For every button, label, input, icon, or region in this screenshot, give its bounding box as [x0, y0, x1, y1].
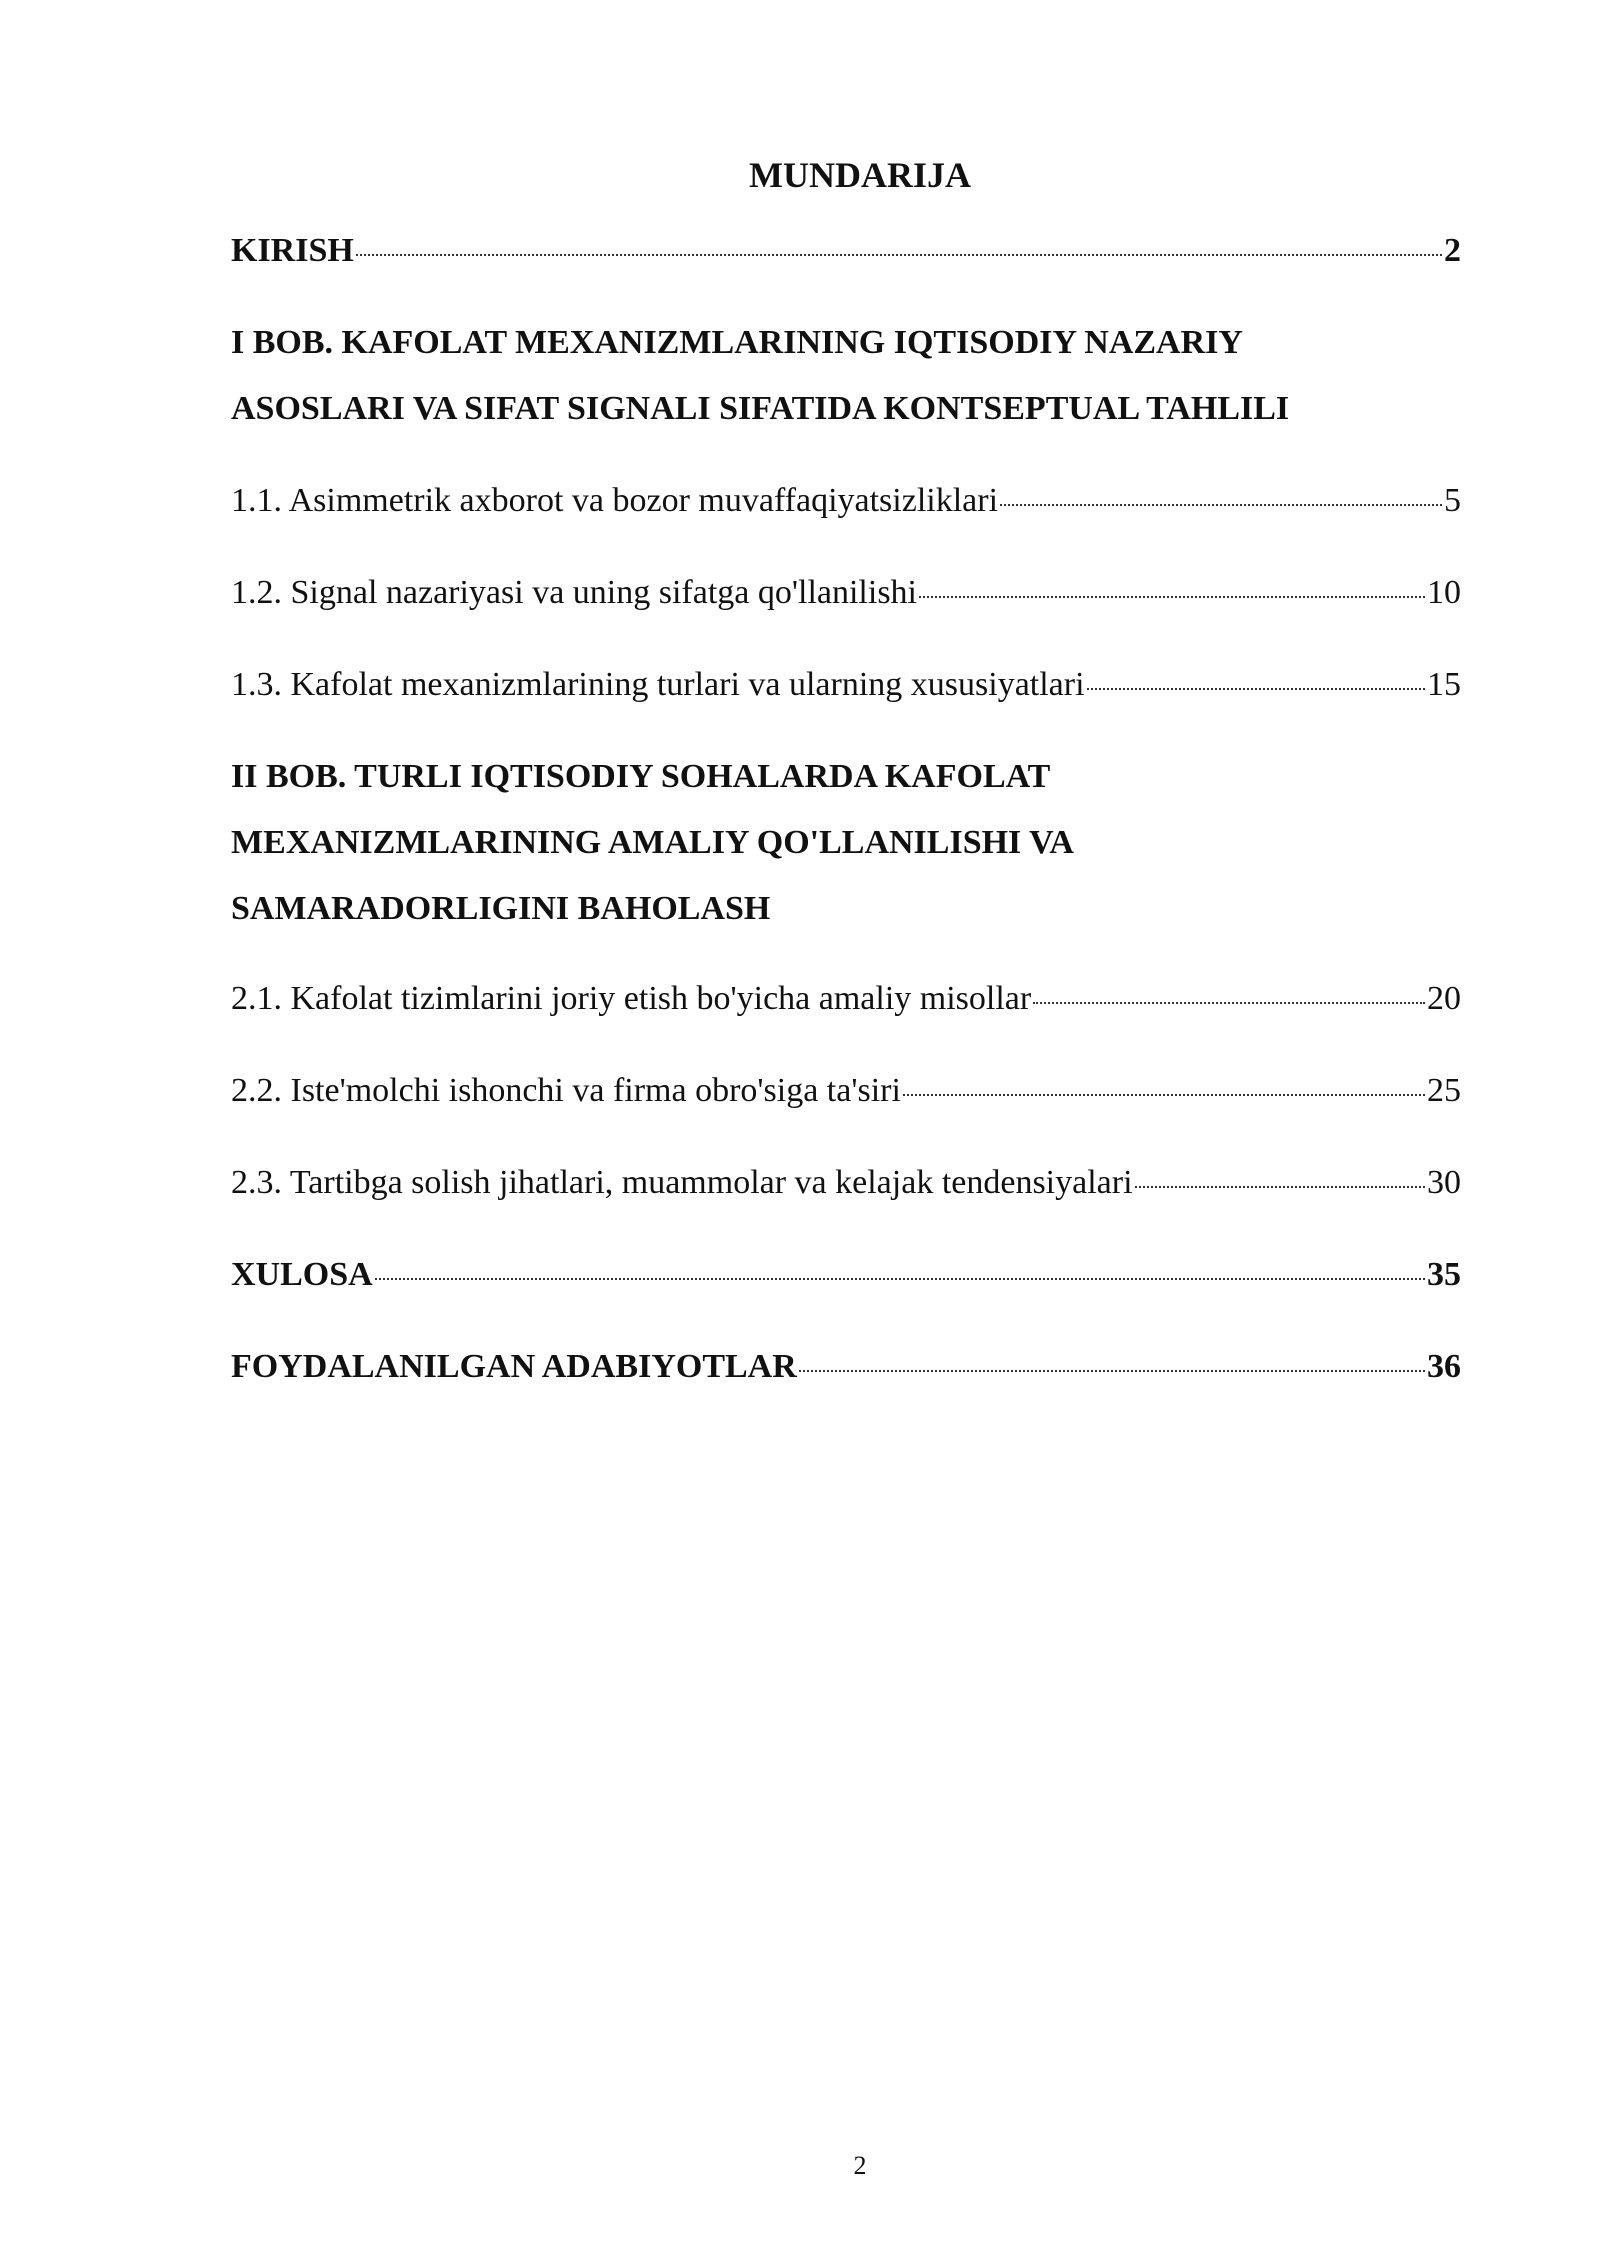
- dot-leader: [799, 1370, 1425, 1372]
- toc-entry-conclusion[interactable]: [231, 1252, 1461, 1298]
- toc-entry-page: 10: [1427, 574, 1461, 611]
- chapter-heading-line: MEXANIZMLARINING AMALIY QO'LLANILISHI VA: [231, 824, 1074, 861]
- toc-entry-2-2[interactable]: [231, 1068, 1461, 1114]
- toc-title: MUNDARIJA: [749, 155, 971, 195]
- footer-page-number: 2: [853, 2151, 867, 2180]
- toc-entry-page: 20: [1427, 980, 1461, 1017]
- dot-leader: [903, 1094, 1425, 1096]
- toc-entry-page: 5: [1444, 482, 1461, 519]
- toc-entry-label: 1.2. Signal nazariyasi va uning sifatga qo'llanilishi: [231, 574, 917, 611]
- chapter-heading-line: I BOB. KAFOLAT MEXANIZMLARINING IQTISODIY NAZARIY: [231, 324, 1243, 361]
- dot-leader: [1033, 1002, 1425, 1004]
- toc-entry-label: XULOSA: [231, 1256, 373, 1293]
- toc-entry-2-1[interactable]: [231, 976, 1461, 1022]
- toc-chapter-2-heading[interactable]: [231, 744, 1461, 942]
- toc-entry-1-1[interactable]: [231, 478, 1461, 524]
- toc-entry-references[interactable]: [231, 1344, 1461, 1390]
- dot-leader: [356, 254, 1442, 256]
- dot-leader: [919, 596, 1425, 598]
- toc-entry-label: 2.2. Iste'molchi ishonchi va firma obro'siga ta'siri: [231, 1072, 901, 1109]
- toc-entry-page: 35: [1427, 1256, 1461, 1293]
- toc-entry-page: 15: [1427, 666, 1461, 703]
- dot-leader: [1000, 504, 1442, 506]
- toc-entry-page: 30: [1427, 1164, 1461, 1201]
- toc-entry-label: KIRISH: [231, 232, 354, 269]
- toc-entry-2-3[interactable]: [231, 1160, 1461, 1206]
- toc-entry-label: FOYDALANILGAN ADABIYOTLAR: [231, 1348, 797, 1385]
- toc-entry-label: 1.3. Kafolat mexanizmlarining turlari va ularning xususiyatlari: [231, 666, 1085, 703]
- dot-leader: [375, 1278, 1425, 1280]
- toc-entry-1-3[interactable]: [231, 662, 1461, 708]
- toc-entry-page: 2: [1444, 232, 1461, 269]
- dot-leader: [1087, 688, 1425, 690]
- toc-entry-1-2[interactable]: [231, 570, 1461, 616]
- chapter-heading-line: II BOB. TURLI IQTISODIY SOHALARDA KAFOLAT: [231, 758, 1051, 795]
- chapter-heading-line: SAMARADORLIGINI BAHOLASH: [231, 890, 771, 927]
- toc-entry-page: 25: [1427, 1072, 1461, 1109]
- toc-chapter-1-heading[interactable]: [231, 310, 1461, 442]
- toc-entry-label: 1.1. Asimmetrik axborot va bozor muvaffaqiyatsizliklari: [231, 482, 999, 519]
- toc-entry-intro[interactable]: [231, 228, 1461, 274]
- chapter-heading-line: ASOSLARI VA SIFAT SIGNALI SIFATIDA KONTSEPTUAL TAHLILI: [231, 390, 1290, 427]
- toc-entry-label: 2.3. Tartibga solish jihatlari, muammolar va kelajak tendensiyalari: [231, 1164, 1133, 1201]
- dot-leader: [1135, 1186, 1425, 1188]
- toc-entry-page: 36: [1427, 1348, 1461, 1385]
- toc-entry-label: 2.1. Kafolat tizimlarini joriy etish bo'yicha amaliy misollar: [231, 980, 1032, 1017]
